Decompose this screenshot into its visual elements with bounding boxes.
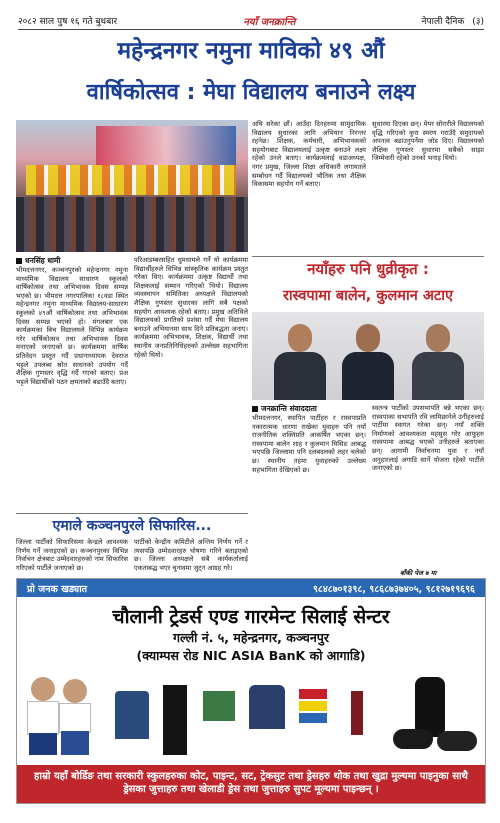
stage-banner (96, 126, 236, 166)
masthead-bar (18, 12, 484, 30)
story2-photo (252, 312, 484, 400)
divider (16, 513, 248, 514)
lead-column-4: अघि सरेका छौं। आउँदा दिनहरुमा सामुदायिक विद्यालय सुधारका लागि अभियान निरन्तर रहनेछ। शिक्षक, कर्मचारी, अभिभावकको सहयोगबाट विद्यालयलाई उत्कृष्ट बनाउने लक्ष्य रहेको उनले बताए। कार्यक्रमलाई वडाअध्यक्ष, नगर प्रमुख, जिल्ला शिक्षा अधिकारी लगायतले सम्बोधन गर्दै विद्यालयको भौतिक तथा शैक्षिक विकासमा सहयोग गर्ने बताए। (252, 120, 366, 189)
lead-byline (16, 256, 60, 266)
school-children-image (25, 671, 95, 763)
story2-kicker: नयाँहरु पनि धुव्रीकृत : (307, 260, 429, 278)
lead-column-3: परिआडम्बरसहित धुमधामले गर्ने यो कार्यक्रममा विद्यार्थीहरुले विभिन्न सांस्कृतिक कार्यक्रम प्रस्तुत गरेका थिए। कार्यक्रममा उत्कृष्ट विद्यार्थी तथा शिक्षकलाई सम्मान गरिएको थियो। विद्यालय व्यवस्थापन समितिका अध्यक्षले विद्यालयको शैक्षिक गुणस्तर सुधारका लागि सबै पक्षको सहयोग आवश्यक रहेको बताए। प्रमुख अतिथिले विद्यालयको प्रगतिको प्रशंसा गर्दै मेघा विद्यालय बनाउने अभियानमा साथ दिने प्रतिबद्धता जनाए। कार्यक्रममा अभिभावक, शिक्षक, विद्यार्थी तथा स्थानीय जनप्रतिनिधिहरुको उल्लेख्य सहभागिता रहेको थियो। (134, 256, 248, 359)
audience (16, 197, 248, 252)
newspaper-brand: नयाँ जनक्रान्ति (243, 16, 296, 28)
story2-column-1: भीमदत्तनगर, स्थापित पार्टीहरु र रास्वपाप्रति नकारात्मक धारणा राखेका युवाहरु पनि नयाँ राजनीतिक शक्तिप्रति आकर्षित भएका छन्। रास्वपामा बालेन शाह र कुलमान घिसिङ आबद्ध भएपछि जिल्लामा पनि दलबदलको लहर चलेको छ। स्थानीय तहमा युवाहरुको उल्लेख्य सहभागिता देखिएको छ। (252, 414, 366, 474)
advertisement (16, 578, 486, 804)
ad-footer-banner: हाम्रो यहाँ बोर्डिङ तथा सरकारी स्कुलहरुका कोट, पाइन्ट, सट, ट्रेकसुट तथा ड्रेसहरु थोक तथा खुद्रा मुल्यमा पाइनुका साथै ड्रेसका जुत्ताहरु तथा खेलाडी ड्रेस तथा जुत्ताहरु सुपट मूल्यमा पाइन्छन् । (17, 765, 485, 803)
issue-date: २०८२ साल पुष १६ गते बुधबार (18, 17, 118, 27)
byline-square-icon (16, 258, 22, 264)
sweater-image (245, 671, 289, 763)
page-number: (३) (472, 17, 484, 27)
ad-top-bar (17, 579, 485, 597)
lead-headline-line2: वार्षिकोत्सव : मेघा विद्यालय बनाउने लक्ष्य (86, 80, 416, 105)
person-right (408, 318, 468, 400)
ad-landmark: (क्याम्पस रोड NIC ASIA BanK को आगाडि) (136, 648, 366, 663)
story3-headline: एमाले कञ्चनपुरले सिफारिस... (52, 518, 212, 534)
divider (252, 256, 484, 257)
lead-column-5: सुधारमा दिएका छन्। मेयर सोरारीले विद्यालयको वृद्धि गरिएको कुरा स्मरण गराउँदै समुदायको अपनत्व बढाउनुपर्नेमा जोड दिए। विद्यालयको शैक्षिक गुणस्तर सुधारमा सबैको साझा जिम्मेवारी रहेको उनको भनाइ थियो। (372, 120, 484, 163)
person-center (338, 318, 398, 400)
lead-photo (16, 120, 248, 252)
coat-image (111, 671, 151, 763)
tie-belt-image (337, 671, 377, 763)
trousers-image (157, 671, 193, 763)
lead-headline-line1: महेन्द्रनगर नमुना माविको ४९ औं (117, 38, 385, 64)
lead-column-1: भीमदत्तनगर, कञ्चनपुरको महेन्द्रनगर नमुना माध्यमिक विद्यालय साधारण स्कूलको वार्षिकोत्सव तथा अभिभावक दिवस सम्पन्न भएको छ। भीमदत्त नगरपालिका १८वडा स्थित महेन्द्रनगर नमुना माध्यमिक विद्यालय-साधारण स्कूलको ४९औं वार्षिकोत्सव तथा अभिभावक दिवस सम्पन्न भएको हो। मंगलबार एक कार्यक्रमका बिच विद्यालयले विभिन्न कार्यक्रम गरेर वार्षिकोत्सव तथा अभिभावक दिवस मनाएको जनाएको छ। कार्यक्रममा वार्षिक प्रतिवेदन प्रस्तुत गर्दै प्रधानाध्यापक देवराज भट्टले उपलब्ध स्रोत साधनको उपयोग गर्दै शैक्षिक गुणस्तर वृद्धि गर्दै गएको बताए। प्रअ भट्टले विद्यार्थीको पठन क्षमताको बढाउँदै बताए। (16, 266, 128, 386)
shirts-image (295, 671, 331, 763)
story2-byline (252, 404, 317, 414)
shoes-image (385, 671, 479, 763)
edition-info (422, 14, 484, 27)
person-left (270, 318, 330, 400)
edition-label: नेपाली दैनिक (421, 17, 465, 27)
story3-column-2: पार्टीको केन्द्रीय कमिटीले अन्तिम निर्णय गर्ने र त्यसपछि उम्मेदवारहरु घोषणा गरिने बताइएको छ। जिल्ला अध्यक्षले सबै कार्यकर्तालाई एकताबद्ध भएर चुनावमा जुट्न आग्रह गरे। (134, 538, 248, 572)
story2-byline-name: जनक्रान्ति संवाददाता (261, 404, 317, 413)
story2-headline: रास्वपामा बालेन, कुलमान अटाए (283, 288, 453, 304)
lead-byline-name: धनसिंह धामी (25, 256, 61, 265)
ad-phones: ९८४८७०१३९८, ९८६८७३७४०५, ९८१२७१९६९६ (312, 583, 475, 595)
ad-address: गल्ली नं. ५, महेन्द्रनगर, कञ्चनपुर (173, 630, 329, 645)
shorts-image (199, 671, 239, 763)
continued-note: बाँकी पेज ७ मा (400, 569, 437, 577)
ad-proprietor: प्रो जनक खड्यात (27, 583, 88, 595)
ad-shop-name: चौलानी ट्रेडर्स एण्ड गारमेन्ट सिलाई सेन्टर (112, 606, 390, 628)
byline-square-icon (252, 406, 258, 412)
story2-column-2: स्वतन्त्र पार्टीको उपसभापति बन्ने भएका छन्। रास्वपाका सभापति रवि लामिछानेले उनीहरुलाई पार्टीमा स्वागत गरेका छन्। नयाँ शक्ति निर्माणको आवश्यकता महसुस गरेर आफूहरु रास्वपामा आबद्ध भएको उनीहरुले बताएका छन्। आगामी निर्वाचनमा युवा र नयाँ अनुहारलाई अगाडि सार्ने योजना रहेको पार्टीले जनाएको छ। (372, 404, 484, 473)
garlands (26, 165, 236, 195)
story3-column-1: जिल्ला पार्टीको सिफारिसमा केन्द्रले आवश्यक निर्णय गर्ने जनाइएको छ। कञ्चनपुरका विभिन्न निर्वाचन क्षेत्रबाट उम्मेदवारहरुको नाम सिफारिस गरिएको पार्टीले जनाएको छ। (16, 538, 128, 572)
